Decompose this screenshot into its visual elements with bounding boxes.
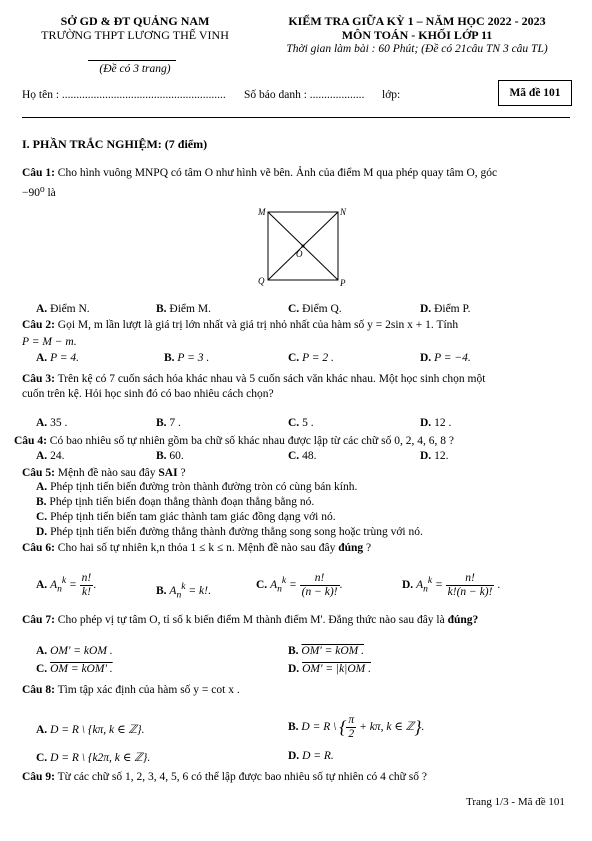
q8-option-d: D. D = R. — [288, 750, 334, 762]
page-count: (Đề có 3 trang) — [99, 63, 171, 75]
q2-option-c: C. P = 2 . — [288, 352, 334, 364]
q3-option-a: A. 35 . — [36, 417, 68, 429]
q7-option-d: D. OM' = |k|OM . — [288, 663, 371, 675]
q8-option-b: B. D = R \ { $\frac{\pi}{2}$ + kπ, k ∈ ℤ}. — [288, 714, 425, 740]
department: SỞ GD & ĐT QUẢNG NAM — [60, 14, 210, 28]
q1-option-c: C. Điểm Q. — [288, 303, 342, 315]
page-footer: Trang 1/3 - Mã đề 101 — [466, 796, 565, 808]
vertex-M: M — [258, 207, 266, 217]
q4-option-c: C. 48. — [288, 450, 317, 462]
q4-option-a: A. 24. — [36, 450, 65, 462]
q8-option-a: A. D = R \ {kπ, k ∈ ℤ}. — [36, 724, 145, 736]
center-O: O — [296, 249, 303, 259]
q2-option-a: A. P = 4. — [36, 352, 80, 364]
subject-title: MÔN TOÁN - KHỐI LỚP 11 — [341, 28, 493, 42]
header-rule — [88, 60, 176, 61]
question-3: Câu 3: Trên kệ có 7 cuốn sách hóa khác nhau và 5 cuốn sách văn khác nhau. Một học sinh chọn một — [22, 373, 486, 385]
question-6: Câu 6: Cho hai số tự nhiên k,n thỏa 1 ≤ k ≤ n. Mệnh đề nào sau đây đúng ? — [22, 542, 372, 554]
vertex-N: N — [340, 207, 347, 217]
exam-title: KIỂM TRA GIỮA KỲ 1 – NĂM HỌC 2022 - 2023 — [288, 14, 546, 28]
q5-option-d: D. Phép tịnh tiến biến đường thẳng thành đường thẳng song song hoặc trùng với nó. — [36, 526, 423, 538]
q1-option-d: D. Điểm P. — [420, 303, 471, 315]
class-field-label: lớp: — [382, 89, 401, 101]
header-divider — [22, 117, 570, 118]
q5-option-c: C. Phép tịnh tiến biến tam giác thành tam giác đồng dạng với nó. — [36, 511, 336, 523]
q1-option-b: B. Điểm M. — [156, 303, 211, 315]
q6-option-c: C. $A_n^k$ = $\frac{n!}{(n - k)!}$ . — [256, 572, 343, 598]
question-1-line2: −90⁰ là — [22, 187, 56, 199]
question-5: Câu 5: Mệnh đề nào sau đây SAI ? — [22, 467, 186, 479]
q2-option-d: D. P = −4. — [420, 352, 471, 364]
q5-option-a: A. Phép tịnh tiến biến đường tròn thành đường tròn có cùng bán kính. — [36, 481, 358, 493]
q7-option-a: A. OM' = kOM . — [36, 645, 113, 657]
question-1 — [22, 166, 578, 181]
question-8: Câu 8: Tìm tập xác định của hàm số y = cot x . — [22, 684, 240, 696]
school-name: TRƯỜNG THPT LƯƠNG THẾ VINH — [41, 28, 229, 42]
q8-option-c: C. D = R \ {k2π, k ∈ ℤ}. — [36, 752, 151, 764]
question-2-line2: P = M − m. — [22, 336, 77, 348]
q6-option-b: B. $A_n^k = k$!. — [156, 581, 211, 601]
q3-option-b: B. 7 . — [156, 417, 181, 429]
q7-option-c: C. OM = kOM' . — [36, 663, 113, 675]
q5-option-b: B. Phép tịnh tiến biến đoạn thẳng thành đoạn thẳng bằng nó. — [36, 496, 315, 508]
question-9: Câu 9: Từ các chữ số 1, 2, 3, 4, 5, 6 có thể lập được bao nhiêu số tự nhiên có 4 chữ số ? — [22, 771, 427, 783]
question-text: Cho hình vuông MNPQ có tâm O như hình vẽ bên. Ảnh của điểm M qua phép quay tâm O, góc — [57, 167, 498, 179]
section-title: I. PHẦN TRẮC NGHIỆM: (7 điểm) — [22, 137, 208, 151]
exam-time: Thời gian làm bài : 60 Phút; (Đề có 21câu TN 3 câu TL) — [286, 43, 548, 55]
vertex-Q: Q — [258, 276, 265, 286]
q2-option-b: B. P = 3 . — [164, 352, 210, 364]
question-2: Câu 2: Gọi M, m lần lượt là giá trị lớn nhất và giá trị nhỏ nhất của hàm số y = 2sin x + 1. Tính — [22, 319, 459, 331]
name-field-label: Họ tên : ......................................................... — [22, 89, 226, 101]
q4-option-d: D. 12. — [420, 450, 449, 462]
q3-option-c: C. 5 . — [288, 417, 314, 429]
question-7: Câu 7: Cho phép vị tự tâm O, tỉ số k biến điểm M thành điểm M'. Đẳng thức nào sau đây là đúng? — [22, 614, 479, 626]
question-label: Câu 1: — [22, 167, 55, 179]
vertex-P: P — [340, 278, 346, 288]
sbd-field-label: Số báo danh : ................... — [244, 89, 365, 101]
q3-option-d: D. 12 . — [420, 417, 452, 429]
question-4: Câu 4: Có bao nhiêu số tự nhiên gồm ba chữ số khác nhau được lập từ các chữ số 0, 2, 4, 6, 8 ? — [14, 435, 454, 447]
square-figure — [250, 204, 360, 294]
q6-option-a: A. $A_n^k$ = $\frac{n!}{k!}$ . — [36, 572, 97, 598]
question-3-line2: cuốn trên kệ. Hỏi học sinh đó có bao nhiêu cách chọn? — [22, 388, 274, 400]
q1-option-a: A. Điểm N. — [36, 303, 90, 315]
q7-option-b: B. OM' = kOM . — [288, 645, 365, 657]
exam-code-box: Mã đề 101 — [498, 80, 572, 106]
q4-option-b: B. 60. — [156, 450, 184, 462]
q6-option-d: D. $A_n^k$ = $\frac{n!}{k!(n - k)!}$ . — [402, 572, 501, 598]
